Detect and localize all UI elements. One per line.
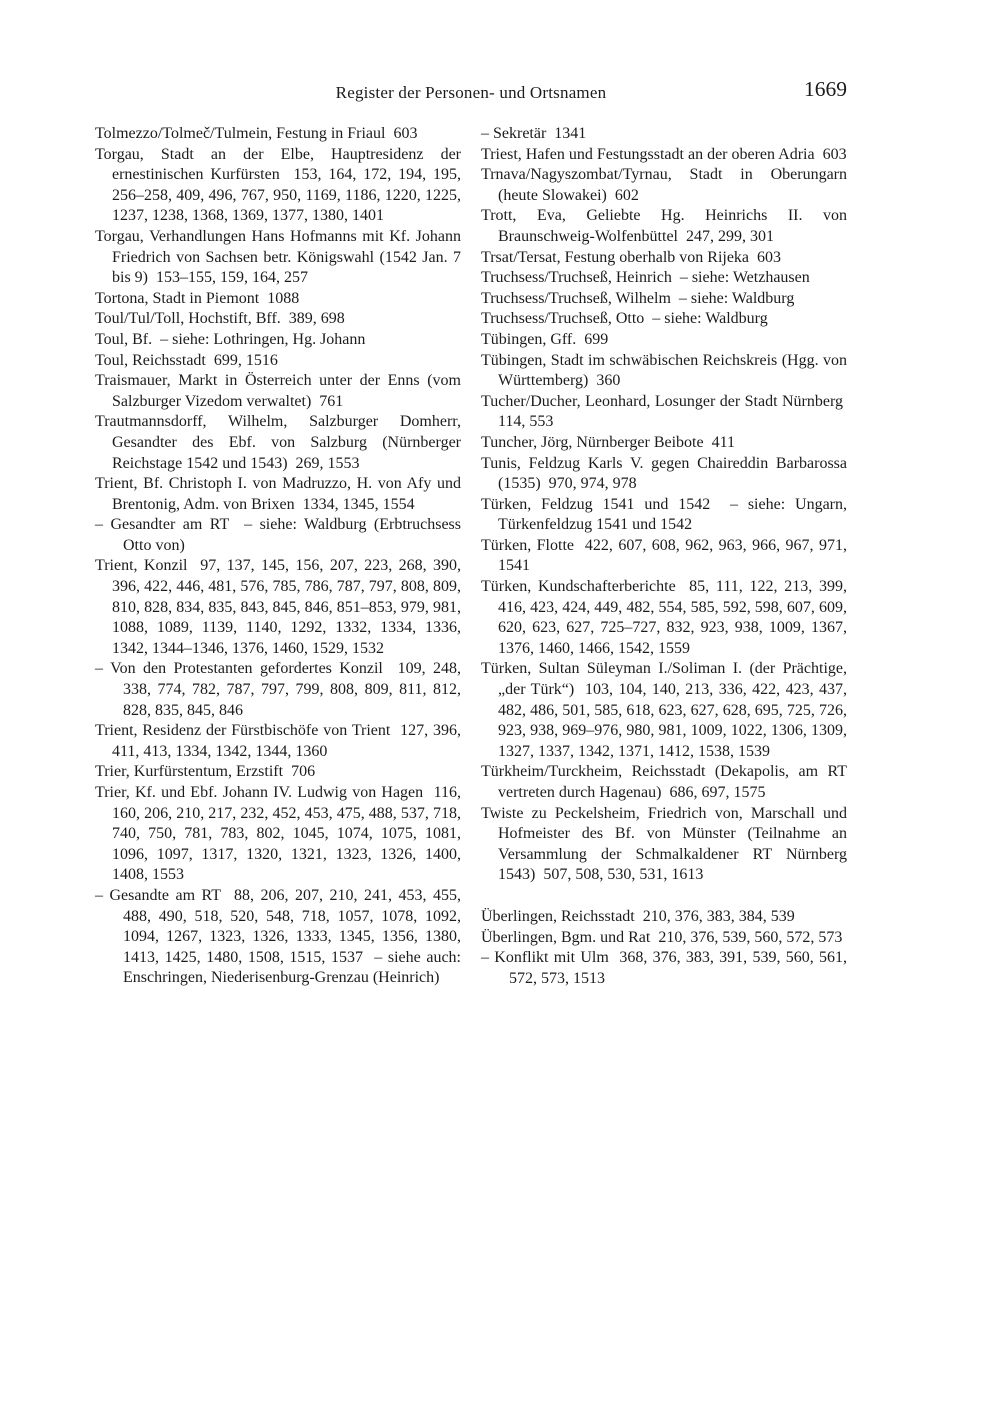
- index-entry: – Gesandter am RT – siehe: Waldburg (Erbtruchsess Otto von): [95, 516, 461, 554]
- index-column-right: [481, 124, 847, 989]
- index-entry: Toul, Reichsstadt 699, 1516: [95, 351, 278, 369]
- index-entry: Triest, Hafen und Festungsstadt an der oberen Adria 603: [481, 145, 847, 163]
- page-header: [95, 77, 847, 106]
- index-entry: Trier, Kurfürstentum, Erzstift 706: [95, 763, 316, 781]
- index-entry: Toul/Tul/Toll, Hochstift, Bff. 389, 698: [95, 310, 345, 328]
- index-entry: Truchsess/Truchseß, Heinrich – siehe: Wetzhausen: [481, 269, 810, 287]
- index-columns: [95, 124, 847, 989]
- index-entry: Trsat/Tersat, Festung oberhalb von Rijeka 603: [481, 248, 782, 266]
- index-entry: Tortona, Stadt in Piemont 1088: [95, 289, 300, 307]
- index-entry: Trient, Residenz der Fürstbischöfe von Trient 127, 396, 411, 413, 1334, 1342, 1344, 1360: [95, 722, 461, 760]
- index-entry: Türken, Flotte 422, 607, 608, 962, 963, 966, 967, 971, 1541: [481, 536, 847, 575]
- index-entry: Trient, Bf. Christoph I. von Madruzzo, H. von Afy und Brentonig, Adm. von Brixen 1334, 1345, 1554: [95, 475, 461, 513]
- index-entry: Tübingen, Gff. 699: [481, 330, 609, 348]
- index-entry: Überlingen, Bgm. und Rat 210, 376, 539, 560, 572, 573: [481, 928, 843, 946]
- index-entry: Trautmannsdorff, Wilhelm, Salzburger Domherr, Gesandter des Ebf. von Salzburg (Nürnberger Reichstage 1542 und 1543) 269, 1553: [95, 413, 461, 472]
- index-entry: Twiste zu Peckelsheim, Friedrich von, Marschall und Hofmeister des Bf. von Münster (Teilnahme an Versammlung der Schmalkaldener RT Nürnberg 1543) 507, 508, 530, 531, 1613: [481, 804, 847, 884]
- index-entry: Truchsess/Truchseß, Otto – siehe: Waldburg: [481, 310, 768, 328]
- index-entry: Trnava/Nagyszombat/Tyrnau, Stadt in Oberungarn (heute Slowakei) 602: [481, 166, 847, 204]
- index-entry: Trient, Konzil 97, 137, 145, 156, 207, 223, 268, 390, 396, 422, 446, 481, 576, 785, 786, 787, 797, 808, 809, 810, 828, 834, 835, 843, 845, 846, 851–853, 979, 981, 1088, 1089, 1139, 1140, 1292, 1332, 1334, 1336, 1342, 1344–1346, 1376, 1460, 1529, 1532: [95, 557, 461, 657]
- index-entry: Überlingen, Reichsstadt 210, 376, 383, 384, 539: [481, 907, 795, 925]
- index-entry: Traismauer, Markt in Österreich unter der Enns (vom Salzburger Vizedom verwaltet) 761: [95, 372, 461, 410]
- index-entry: Türken, Feldzug 1541 und 1542 – siehe: Ungarn, Türkenfeldzug 1541 und 1542: [481, 495, 847, 534]
- index-entry: Tunis, Feldzug Karls V. gegen Chaireddin Barbarossa (1535) 970, 974, 978: [481, 454, 847, 493]
- index-entry: Tolmezzo/Tolmeč/Tulmein, Festung in Friaul 603: [95, 125, 418, 142]
- index-entry: – Konflikt mit Ulm 368, 376, 383, 391, 539, 560, 561, 572, 573, 1513: [481, 949, 847, 987]
- index-entry: Türken, Sultan Süleyman I./Soliman I. (der Prächtige, „der Türk“) 103, 104, 140, 213, 336, 422, 423, 437, 482, 486, 501, 585, 618, 623, 627, 628, 695, 725, 726, 923, 938, 969–976, 980, 981, 1009, 1022, 1306, 1309, 1327, 1337, 1342, 1371, 1412, 1538, 1539: [481, 660, 847, 760]
- index-entry: Truchsess/Truchseß, Wilhelm – siehe: Waldburg: [481, 289, 795, 307]
- index-entry: Türkheim/Turckheim, Reichsstadt (Dekapolis, am RT vertreten durch Hagenau) 686, 697, 1575: [481, 763, 847, 801]
- running-title: Register der Personen- und Ortsnamen: [335, 83, 607, 102]
- index-entry: Trott, Eva, Geliebte Hg. Heinrichs II. von Braunschweig-Wolfenbüttel 247, 299, 301: [481, 207, 847, 245]
- index-entry: Toul, Bf. – siehe: Lothringen, Hg. Johann: [95, 330, 366, 348]
- index-entry: – Gesandte am RT 88, 206, 207, 210, 241, 453, 455, 488, 490, 518, 520, 548, 718, 1057, 1078, 1092, 1094, 1267, 1323, 1326, 1333, 1345, 1356, 1380, 1413, 1425, 1480, 1508, 1515, 1537 – siehe auch: Enschringen, Niederisenburg-Grenzau (Heinrich): [95, 886, 461, 987]
- index-column-left: [95, 124, 461, 989]
- index-entry: Tuncher, Jörg, Nürnberger Beibote 411: [481, 433, 735, 451]
- index-entry: Torgau, Verhandlungen Hans Hofmanns mit Kf. Johann Friedrich von Sachsen betr. Königswahl (1542 Jan. 7 bis 9) 153–155, 159, 164, 257: [95, 227, 461, 287]
- page-content: [95, 77, 847, 989]
- index-entry: Tucher/Ducher, Leonhard, Losunger der Stadt Nürnberg 114, 553: [481, 392, 847, 431]
- index-entry: – Sekretär 1341: [481, 125, 587, 142]
- index-entry: Tübingen, Stadt im schwäbischen Reichskreis (Hgg. von Württemberg) 360: [481, 351, 847, 390]
- index-entry: – Von den Protestanten gefordertes Konzil 109, 248, 338, 774, 782, 787, 797, 799, 808, 809, 811, 812, 828, 835, 845, 846: [95, 660, 461, 719]
- index-entry: Türken, Kundschafterberichte 85, 111, 122, 213, 399, 416, 423, 424, 449, 482, 554, 585, 592, 598, 607, 609, 620, 623, 627, 725–727, 832, 923, 938, 1009, 1367, 1376, 1460, 1466, 1542, 1559: [481, 578, 847, 657]
- page-number: 1669: [804, 77, 847, 101]
- index-entry: Torgau, Stadt an der Elbe, Hauptresidenz der ernestinischen Kurfürsten 153, 164, 172, 194, 195, 256–258, 409, 496, 767, 950, 1169, 1186, 1220, 1225, 1237, 1238, 1368, 1369, 1377, 1380, 1401: [95, 145, 461, 225]
- index-entry: Trier, Kf. und Ebf. Johann IV. Ludwig von Hagen 116, 160, 206, 210, 217, 232, 452, 453, 475, 488, 537, 718, 740, 750, 781, 783, 802, 1045, 1074, 1075, 1081, 1096, 1097, 1317, 1320, 1321, 1323, 1326, 1400, 1408, 1553: [95, 784, 461, 884]
